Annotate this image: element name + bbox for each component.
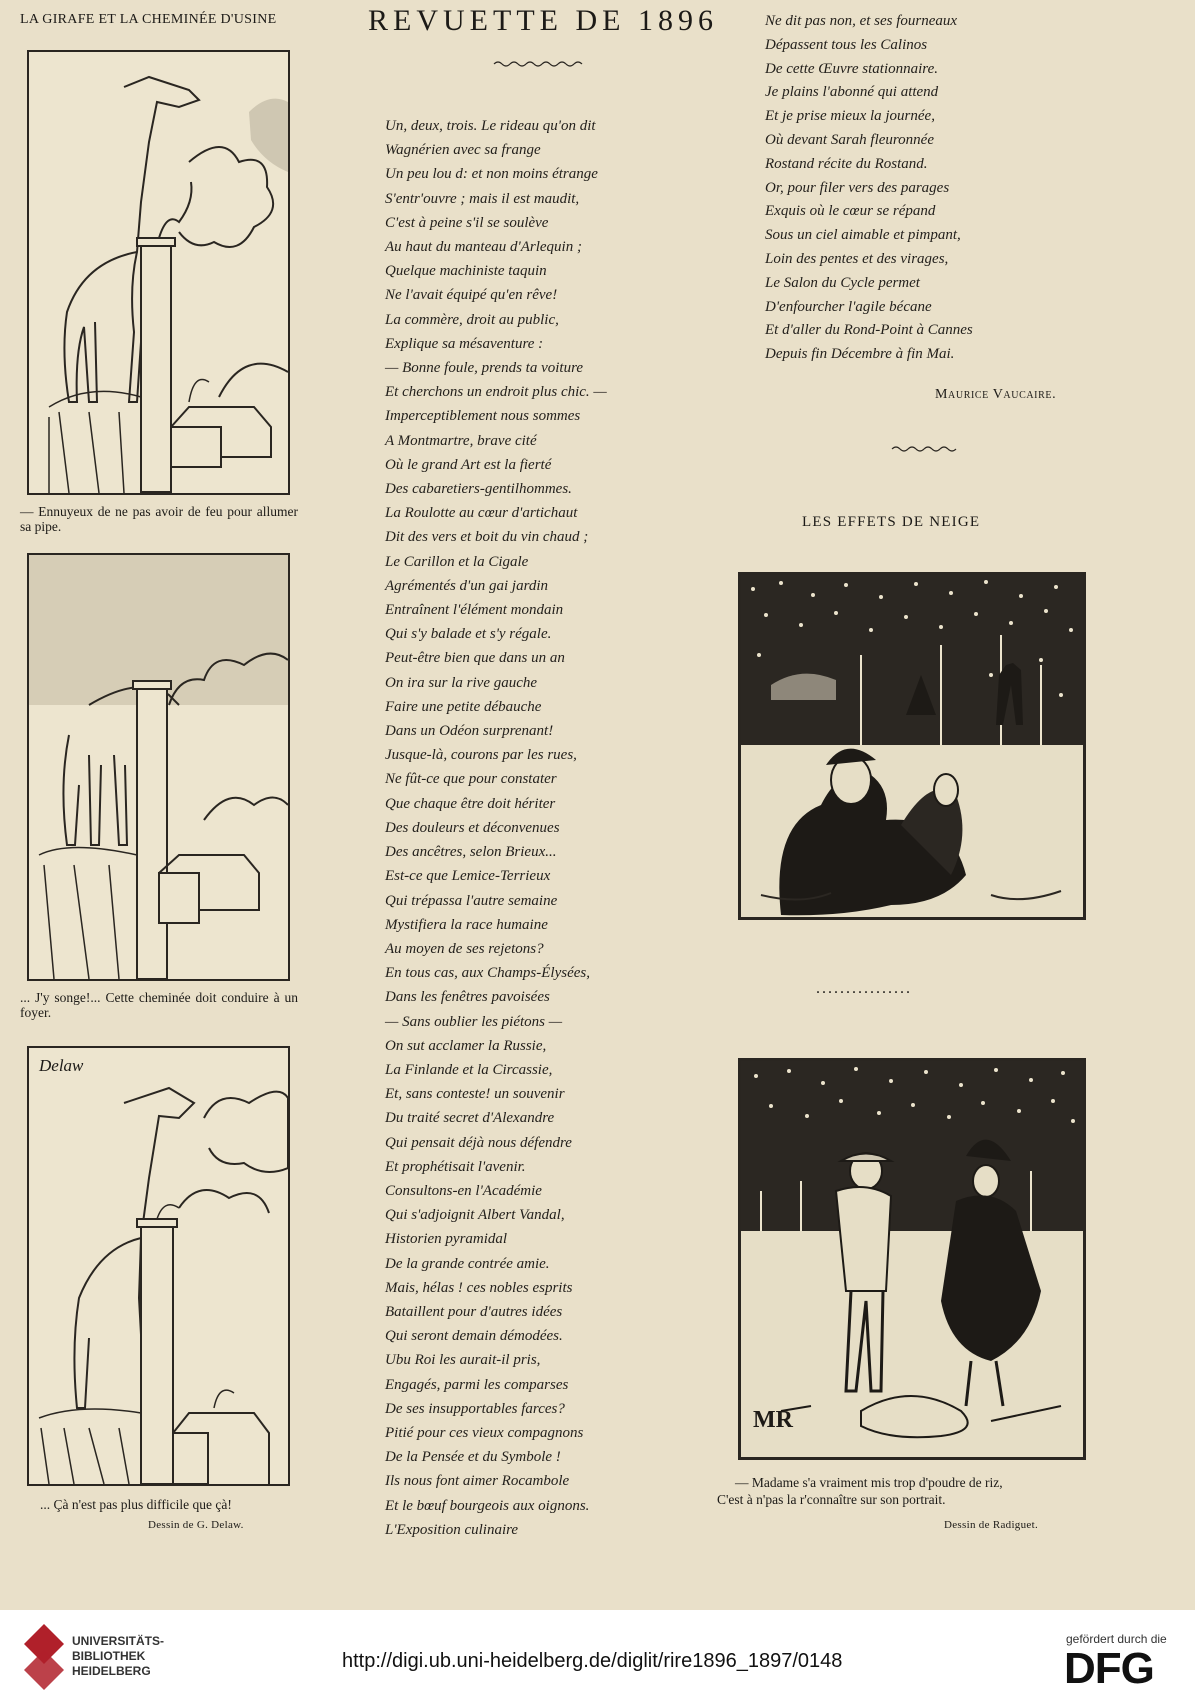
verse-line: Depuis fin Décembre à fin Mai. (765, 346, 955, 363)
verse-line: Exquis où le cœur se répand (765, 203, 936, 220)
verse-line: Qui s'adjoignit Albert Vandal, (385, 1207, 565, 1224)
dfg-logo: DFG (1064, 1644, 1154, 1693)
verse-line: En tous cas, aux Champs-Élysées, (385, 965, 590, 982)
library-name-line-3: HEIDELBERG (72, 1664, 151, 1678)
giraffe-caption-1: — Ennuyeux de ne pas avoir de feu pour allumer sa pipe. (20, 504, 298, 534)
verse-line: Entraînent l'élément mondain (385, 602, 564, 619)
verse-line: C'est à peine s'il se soulève (385, 214, 549, 231)
verse-line: Et prophétisait l'avenir. (385, 1158, 526, 1175)
verse-line: Ne dit pas non, et ses fourneaux (765, 13, 958, 29)
verse-line: Un, deux, trois. Le rideau qu'on dit (385, 118, 596, 134)
verse-line: Un peu lou d: et non moins étrange (385, 166, 598, 183)
verse-line: Des ancêtres, selon Brieux... (385, 844, 557, 861)
library-name-line-2: BIBLIOTHEK (72, 1649, 146, 1663)
verse-line: Engagés, parmi les comparses (385, 1376, 569, 1393)
verse-line: On ira sur la rive gauche (385, 674, 538, 691)
verse-line: De la Pensée et du Symbole ! (385, 1449, 561, 1466)
verse-line: Quelque machiniste taquin (385, 263, 547, 280)
verse-line: Dépassent tous les Calinos (765, 36, 928, 53)
verse-line: On sut acclamer la Russie, (385, 1037, 547, 1054)
verse-line: L'Exposition culinaire (385, 1521, 519, 1538)
verse-line: Qui seront demain démodées. (385, 1328, 563, 1345)
verse-line: Où devant Sarah fleuronnée (765, 131, 934, 148)
verse-line: Et je prise mieux la journée, (765, 108, 935, 125)
snow-caption-line-2: C'est à n'pas la r'connaître sur son portrait. (717, 1492, 946, 1507)
poem-author: Maurice Vaucaire. (935, 387, 1057, 402)
verse-line: Qui s'y balade et s'y régale. (385, 626, 552, 643)
verse-line: Consultons-en l'Académie (385, 1182, 542, 1199)
verse-line: Jusque-là, courons par les rues, (385, 747, 577, 764)
verse-line: Qui pensait déjà nous défendre (385, 1134, 572, 1151)
section-title: LES EFFETS DE NEIGE (802, 514, 981, 530)
verse-line: Est-ce que Lemice-Terrieux (385, 868, 551, 885)
drawing-monogram: MR (753, 1407, 793, 1433)
verse-line: Du traité secret d'Alexandre (385, 1110, 555, 1127)
verse-line: Sous un ciel aimable et pimpant, (765, 227, 961, 244)
verse-line: La commère, droit au public, (385, 311, 559, 328)
verse-line: Dit des vers et boit du vin chaud ; (385, 529, 589, 546)
digital-library-footer (0, 1610, 1195, 1702)
giraffe-panel-1 (27, 50, 290, 495)
giraffe-caption-3: ... Çà n'est pas plus difficile que çà! (40, 1497, 232, 1512)
verse-line: Dans un Odéon surprenant! (385, 723, 554, 740)
title-flourish (492, 60, 588, 68)
poem-center-column (385, 114, 607, 1542)
giraffe-panel-2 (27, 553, 290, 981)
verse-line: Et cherchons un endroit plus chic. — (385, 384, 607, 401)
verse-line: Dans les fenêtres pavoisées (385, 989, 550, 1006)
verse-line: — Bonne foule, prends ta voiture (385, 360, 584, 377)
drawing-signature: Delaw (39, 1056, 84, 1075)
verse-line: Et d'aller du Rond-Point à Cannes (765, 322, 973, 339)
verse-line: Qui trépassa l'autre semaine (385, 892, 558, 909)
verse-line: Rostand récite du Rostand. (765, 155, 928, 172)
university-library-logo-icon (22, 1622, 66, 1692)
verse-line: Le Carillon et la Cigale (385, 553, 529, 570)
giraffe-credit: Dessin de G. Delaw. (148, 1519, 244, 1531)
verse-line: S'entr'ouvre ; mais il est maudit, (385, 190, 580, 207)
poem-right-column (765, 10, 973, 367)
verse-line: Imperceptiblement nous sommes (385, 408, 581, 425)
verse-line: A Montmartre, brave cité (385, 432, 537, 449)
verse-line: De la grande contrée amie. (385, 1255, 550, 1272)
snow-caption-line-1: — Madame s'a vraiment mis trop d'poudre de riz, (735, 1475, 1003, 1490)
verse-line: Explique sa mésaventure : (385, 335, 544, 352)
verse-line: Des cabaretiers-gentilhommes. (385, 481, 572, 498)
permalink-url[interactable]: http://digi.ub.uni-heidelberg.de/diglit/rire1896_1897/0148 (342, 1650, 843, 1672)
verse-line: Ne l'avait équipé qu'en rêve! (385, 287, 558, 304)
funding-note: gefördert durch die (1066, 1632, 1167, 1646)
verse-line: Mais, hélas ! ces nobles esprits (385, 1279, 573, 1296)
verse-line: Faire une petite débauche (385, 698, 542, 715)
verse-line: La Roulotte au cœur d'artichaut (385, 505, 578, 522)
verse-line: Peut-être bien que dans un an (385, 650, 565, 667)
verse-line: Que chaque être doit hériter (385, 795, 556, 812)
verse-line: Pitié pour ces vieux compagnons (385, 1424, 584, 1441)
verse-line: Historien pyramidal (385, 1231, 508, 1248)
snow-illustration-1 (738, 572, 1086, 920)
section-flourish (890, 445, 962, 453)
verse-line: De ses insupportables farces? (385, 1400, 565, 1417)
verse-line: Des douleurs et déconvenues (385, 819, 560, 836)
verse-line: Ils nous font aimer Rocambole (385, 1473, 570, 1490)
giraffe-caption-2: ... J'y songe!... Cette cheminée doit conduire à un foyer. (20, 990, 298, 1020)
verse-line: — Sans oublier les piétons — (385, 1013, 563, 1030)
page-title: REVUETTE DE 1896 (368, 4, 718, 37)
verse-line: Agrémentés d'un gai jardin (385, 577, 549, 594)
verse-line: Le Salon du Cycle permet (765, 274, 920, 291)
left-column-title: LA GIRAFE ET LA CHEMINÉE D'USINE (20, 12, 277, 27)
verse-line: La Finlande et la Circassie, (385, 1061, 553, 1078)
verse-line: De cette Œuvre stationnaire. (765, 60, 938, 77)
verse-line: Loin des pentes et des virages, (765, 250, 949, 267)
verse-line: Mystifiera la race humaine (385, 916, 548, 933)
verse-line: Où le grand Art est la fierté (385, 456, 552, 473)
verse-line: Au haut du manteau d'Arlequin ; (385, 239, 582, 256)
verse-line: Au moyen de ses rejetons? (385, 940, 544, 957)
snow-illustration-2 (738, 1058, 1086, 1460)
snow-credit: Dessin de Radiguet. (944, 1519, 1038, 1531)
verse-line: Et le bœuf bourgeois aux oignons. (385, 1497, 590, 1514)
library-name-line-1: UNIVERSITÄTS- (72, 1634, 165, 1648)
verse-line: Ne fût-ce que pour constater (385, 771, 557, 788)
giraffe-panel-3 (27, 1046, 290, 1486)
verse-line: Je plains l'abonné qui attend (765, 84, 939, 101)
verse-line: Or, pour filer vers des parages (765, 179, 950, 196)
verse-line: Ubu Roi les aurait-il pris, (385, 1352, 541, 1369)
verse-line: Wagnérien avec sa frange (385, 142, 541, 159)
verse-line: D'enfourcher l'agile bécane (765, 298, 932, 315)
verse-line: Et, sans conteste! un souvenir (385, 1086, 565, 1103)
separator-dots: ................ (816, 980, 912, 997)
verse-line: Bataillent pour d'autres idées (385, 1303, 563, 1320)
